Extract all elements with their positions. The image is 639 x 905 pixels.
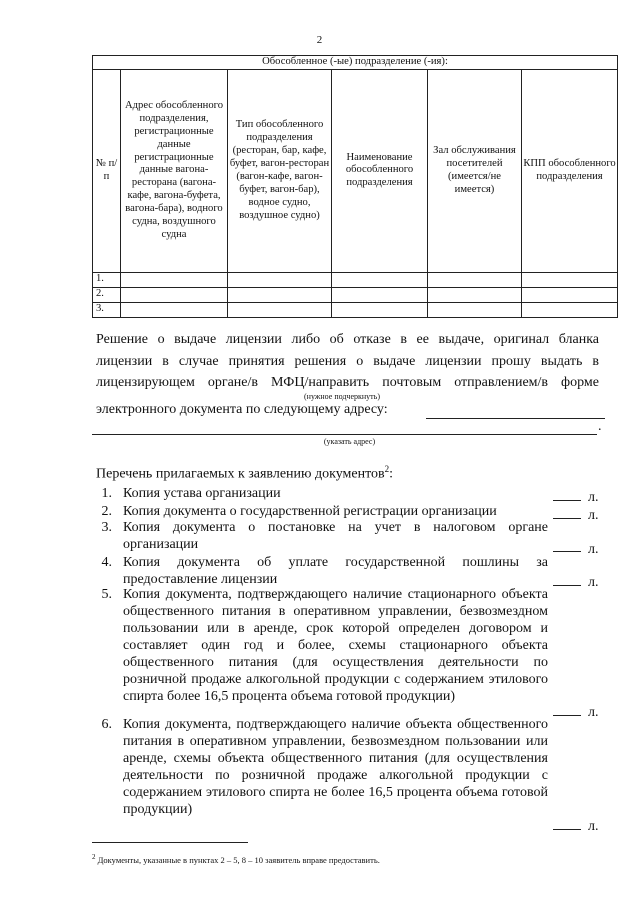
pages-unit: л. <box>588 490 599 505</box>
pages-unit: л. <box>588 575 599 590</box>
pages-unit: л. <box>588 542 599 557</box>
row-number: 2. <box>93 287 121 302</box>
pages-field[interactable] <box>553 486 581 501</box>
footnote-ref: 2 <box>384 464 390 474</box>
decision-line: Решение о выдаче лицензии либо об отказе в ее выдаче, оригинал бланка <box>96 332 599 347</box>
table-cell[interactable] <box>121 272 228 287</box>
docs-heading <box>96 464 393 483</box>
list-item-text: Копия документа, подтверждающего наличие объекта общественного питания в оперативном управлении, безвозмездном пользовании или аренде, схемы объекта общественного питания (для осуществления деятельности по розничной продаже алкогольной продукции с содержанием этилового спирта не более 16,5 процента объема готовой продукции) <box>123 717 548 817</box>
list-item-number: 4. <box>101 555 112 570</box>
page-number: 2 <box>316 34 323 46</box>
table-cell[interactable] <box>522 302 618 317</box>
table-cell[interactable] <box>228 287 332 302</box>
table-cell[interactable] <box>121 302 228 317</box>
table-cell[interactable] <box>332 287 428 302</box>
table-cell[interactable] <box>121 287 228 302</box>
address-dot: . <box>598 419 602 434</box>
underline-hint: (нужное подчеркнуть) <box>304 392 380 401</box>
table-row <box>93 287 618 302</box>
address-hint: (указать адрес) <box>323 437 376 446</box>
list-item-text: Копия устава организации <box>123 486 281 501</box>
table-cell[interactable] <box>522 272 618 287</box>
list-item-text: Копия документа об уплате государственной пошлины за предоставление лицензии <box>123 555 548 587</box>
pages-field[interactable] <box>553 815 581 830</box>
pages-unit: л. <box>588 705 599 720</box>
pages-unit: л. <box>588 819 599 834</box>
list-item-text: Копия документа о постановке на учет в налоговом органе организации <box>123 520 548 552</box>
header-address: Адрес обособленного подразделения, регистрационные данные регистрационные данные вагона-ресторана (вагона-кафе, вагона-буфета, вагона-бара), водного судна, воздушного судна <box>121 69 228 272</box>
footnote <box>92 853 380 865</box>
header-type: Тип обособленного подразделения (ресторан, бар, кафе, буфет, вагон-ресторан (вагон-кафе, вагон-буфет, вагон-бар), водное судно, воздушное судно) <box>228 69 332 272</box>
pages-field[interactable] <box>553 504 581 519</box>
header-kpp: КПП обособленного подразделения <box>522 69 618 272</box>
table-cell[interactable] <box>522 287 618 302</box>
footnote-text: Документы, указанные в пунктах 2 – 5, 8 – 10 заявитель вправе предоставить. <box>97 854 380 865</box>
footnote-separator <box>92 842 248 843</box>
table-cell[interactable] <box>428 272 522 287</box>
list-item-number: 3. <box>101 520 112 535</box>
table-title: Обособленное (-ые) подразделение (-ия): <box>93 56 618 70</box>
table-cell[interactable] <box>332 302 428 317</box>
table-row <box>93 272 618 287</box>
table-cell[interactable] <box>428 302 522 317</box>
subdivision-table <box>92 55 618 318</box>
docs-heading-text: Перечень прилагаемых к заявлению документов <box>96 466 385 482</box>
table-cell[interactable] <box>228 272 332 287</box>
header-number: № п/п <box>93 69 121 272</box>
decision-paragraph <box>96 329 599 394</box>
footnote-mark: 2 <box>92 853 96 861</box>
list-item-number: 1. <box>101 486 112 501</box>
table-cell[interactable] <box>228 302 332 317</box>
docs-heading-colon: : <box>389 466 394 482</box>
table-row <box>93 302 618 317</box>
list-item-number: 5. <box>101 587 112 602</box>
decision-line: лицензии в случае принятия решения о выдаче лицензии прошу выдать в <box>96 353 599 369</box>
list-item-number: 6. <box>101 717 112 732</box>
pages-unit: л. <box>588 508 599 523</box>
list-item-text: Копия документа о государственной регистрации организации <box>123 504 497 519</box>
list-item-number: 2. <box>101 504 112 519</box>
pages-field[interactable] <box>553 537 581 552</box>
address-line-label: электронного документа по следующему адресу: <box>96 402 388 417</box>
address-field-line2[interactable] <box>92 420 597 435</box>
header-hall: Зал обслуживания посетителей (имеется/не имеется) <box>428 69 522 272</box>
row-number: 1. <box>93 272 121 287</box>
row-number: 3. <box>93 302 121 317</box>
list-item-text: Копия документа, подтверждающего наличие стационарного объекта общественного питания в оперативном управлении, безвозмездном пользовании или в аренде, срок которой определен договором и составляет один год и более, схемы стационарного объекта общественного питания (для осуществления деятельности по розничной продаже алкогольной продукции с содержанием этилового спирта более 16,5 процента объема готовой продукции) <box>123 587 548 704</box>
address-field[interactable] <box>426 404 605 419</box>
table-cell[interactable] <box>428 287 522 302</box>
header-name: Наименование обособленного подразделения <box>332 69 428 272</box>
pages-field[interactable] <box>553 571 581 586</box>
decision-line: лицензирующем органе/в МФЦ/направить почтовым отправлением/в форме <box>96 375 599 390</box>
pages-field[interactable] <box>553 701 581 716</box>
table-cell[interactable] <box>332 272 428 287</box>
